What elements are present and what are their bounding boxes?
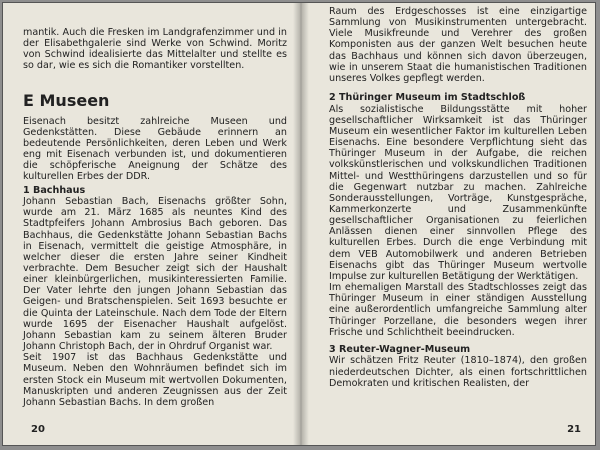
instrument-collection-paragraph: Raum des Erdgeschosses ist eine einzigartige Sammlung von Musikinstrumenten untergebracht. Viele Musikfreunde und Verehrer des großen Komponisten aus der ganzen Welt besuchen heute das Bachhaus und können sich davon überzeugen, wie in unserem Staat die humanistischen Traditionen unseres Volkes gepflegt werden.: [329, 6, 587, 84]
bachhaus-paragraph: Johann Sebastian Bach, Eisenachs größter Sohn, wurde am 21. März 1685 als neuntes Kind des Stadtpfeifers Johann Ambrosius Bach geboren. Das Bachhaus, die Gedenkstätte Johann Sebastian Bachs in Eisenach, vermittelt die geistige Atmosphäre, in welcher dieser die ersten Jahre seiner Kindheit verbrachte. Dem Besucher zeigt sich der Haushalt einer kleinbürgerlichen, musikinteressierten Familie. Der Vater lehrte den jungen Johann Sebastian das Geigen- und Bratschenspielen. Seit 1693 besuchte er die Quinta der Lateinschule. Nach dem Tode der Eltern wurde 1695 der Eisenacher Haushalt aufgelöst. Johann Sebastian kam zu seinem älteren Bruder Johann Christoph Bach, der in Ohrdruf Organist war.: [23, 196, 287, 353]
right-page: [303, 3, 596, 445]
subsection-heading-bachhaus: 1 Bachhaus: [23, 184, 86, 196]
intro-paragraph: mantik. Auch die Fresken im Landgrafenzimmer und in der Elisabethgalerie sind Werke von Schwind. Moritz von Schwind idealisierte das Mittelalter und stellte es so dar, wie es sich die Romantiker vorstellten.: [23, 27, 287, 72]
section-heading: E Museen: [23, 90, 110, 110]
subsection-heading-thueringer-museum: 2 Thüringer Museum im Stadtschloß: [329, 92, 526, 104]
reuter-paragraph: Wir schätzen Fritz Reuter (1810–1874), den großen niederdeutschen Dichter, als einen fortschrittlichen Demokraten und kritischen Realisten, der: [329, 355, 587, 389]
museum-paragraph-1: Als sozialistische Bildungsstätte mit hoher gesellschaftlicher Wirksamkeit ist das Thüringer Museum ein wesentlicher Faktor im kulturellen Leben Eisenachs. Eine besondere Verpflichtung sieht das Thüringer Museum in der Aufgabe, die reichen volkskünstlerischen und volkskundlichen Traditionen Mittel- und Westthüringens darzustellen und so für die Gegenwart nutzbar zu machen. Zahlreiche Sonderausstellungen, Vorträge, Kunstgespräche, Kammerkonzerte und Zusammenkünfte gesellschaftlicher Organisationen zu feierlichen Anlässen dienen einer sinnvollen Pflege des kulturellen Erbes. Durch die enge Verbindung mit dem VEB Automobilwerk und anderen Betrieben Eisenachs gibt das Thüringer Museum wertvolle Impulse zur kulturellen Betätigung der Werktätigen.: [329, 103, 587, 282]
left-page: [3, 3, 299, 445]
page-number-left: 20: [31, 424, 45, 435]
book-spread: [2, 2, 596, 446]
page-number-right: 21: [567, 424, 581, 435]
subsection-heading-reuter-wagner-museum: 3 Reuter-Wagner-Museum: [329, 343, 471, 355]
section-intro-paragraph: Eisenach besitzt zahlreiche Museen und Gedenkstätten. Diese Gebäude erinnern an bedeutende Persönlichkeiten, deren Leben und Werk eng mit Eisenach verbunden ist, und dokumentieren die schöpferische Aneignung der Schätze des kulturellen Erbes der DDR.: [23, 115, 287, 183]
museum-paragraph-2: Im ehemaligen Marstall des Stadtschlosses zeigt das Thüringer Museum in einer ständigen Ausstellung eine außerordentlich umfangreiche Sammlung alter Thüringer Porzellane, die besonders wegen ihrer Frische und Schlichtheit beeindrucken.: [329, 282, 587, 338]
closing-paragraph: Seit 1907 ist das Bachhaus Gedenkstätte und Museum. Neben den Wohnräumen befindet sich im ersten Stock ein Museum mit wertvollen Dokumenten, Manuskripten und anderen Zeugnissen aus der Zeit Johann Sebastian Bachs. In dem großen: [23, 352, 287, 408]
